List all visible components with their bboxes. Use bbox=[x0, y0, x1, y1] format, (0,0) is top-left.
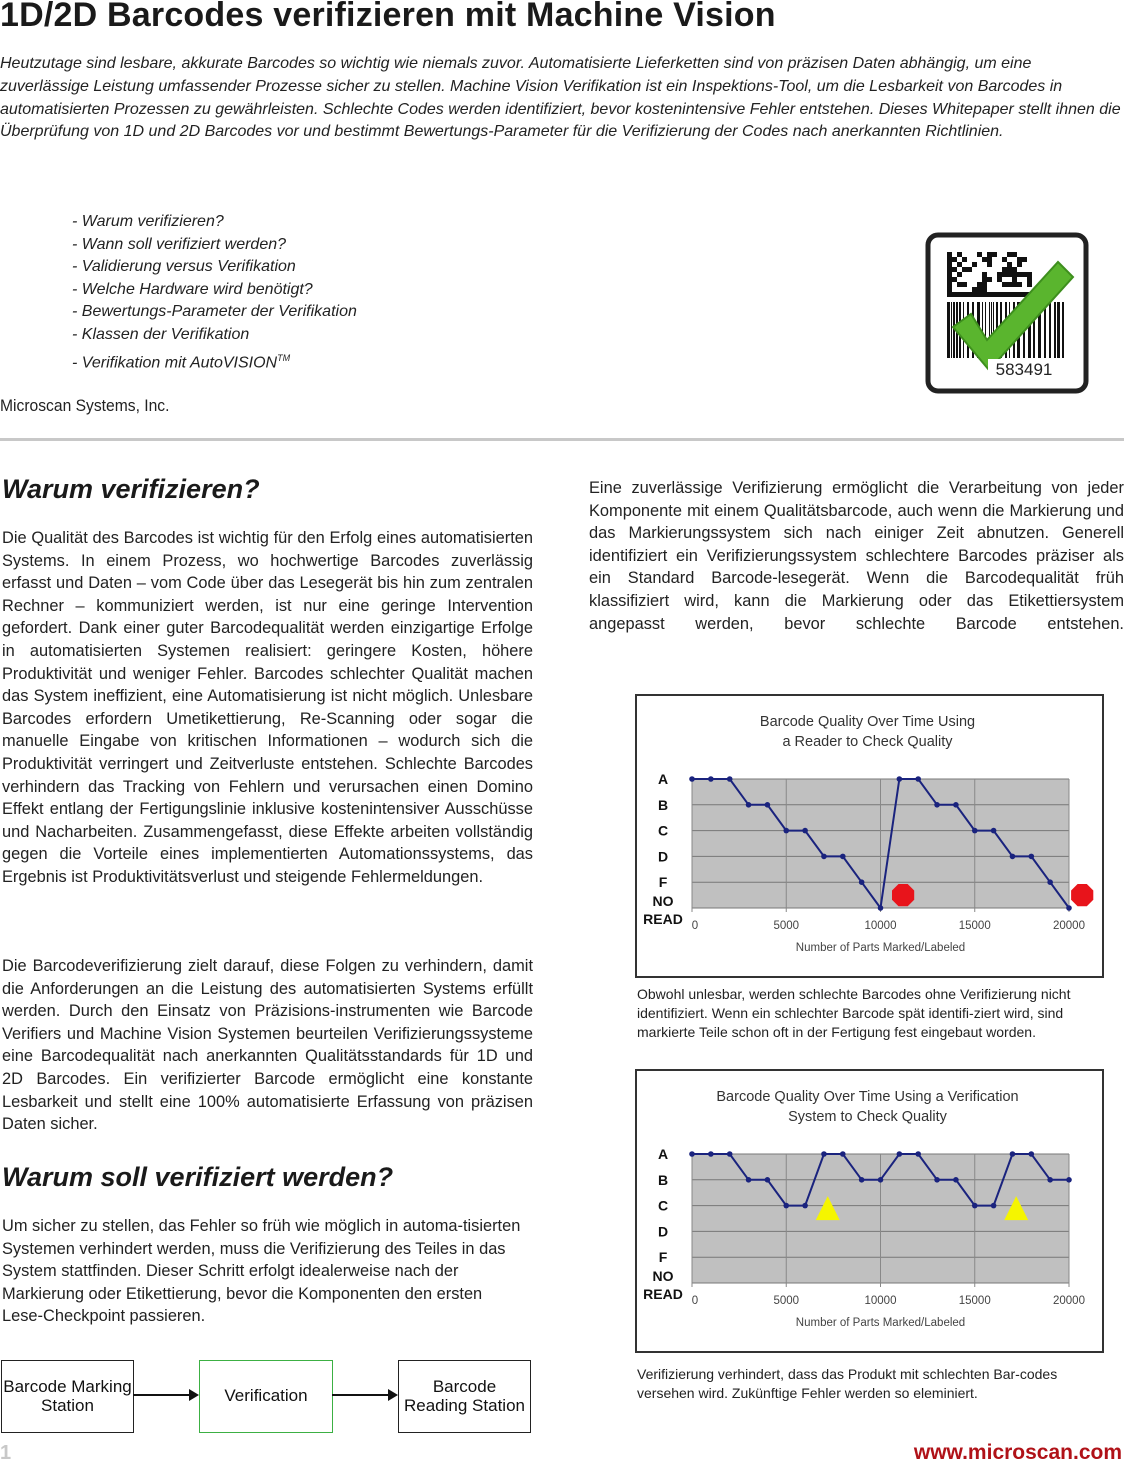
data-point bbox=[840, 854, 846, 860]
data-point bbox=[1047, 1177, 1053, 1183]
data-point bbox=[934, 802, 940, 808]
logo-number: 583491 bbox=[995, 360, 1053, 379]
x-tick-label: 20000 bbox=[1053, 920, 1085, 932]
stop-marker-icon bbox=[1071, 884, 1093, 906]
y-grade-label: B bbox=[657, 796, 669, 813]
data-point bbox=[821, 1151, 827, 1157]
toc-item: - Wann soll verifiziert werden? bbox=[72, 235, 287, 253]
data-point bbox=[1029, 1151, 1035, 1157]
x-tick-label: 15000 bbox=[958, 1295, 991, 1307]
x-tick-label: 20000 bbox=[1053, 1295, 1085, 1307]
data-point bbox=[689, 776, 695, 782]
chart-svg bbox=[637, 696, 1102, 976]
data-point bbox=[1010, 1151, 1016, 1157]
data-point bbox=[972, 1203, 978, 1209]
data-point bbox=[727, 776, 733, 782]
toc-item: - Bewertungs-Parameter der Verifikation bbox=[72, 303, 357, 321]
data-point bbox=[802, 828, 808, 834]
y-grade-label: A bbox=[657, 771, 669, 787]
page-number: 1 bbox=[0, 1442, 12, 1464]
data-point bbox=[802, 1203, 808, 1209]
barcode-check-icon bbox=[925, 232, 1089, 394]
data-point bbox=[878, 1177, 884, 1183]
chart-caption: Verifizierung verhindert, dass das Produkt mit schlechten Bar-codes versehen wird. Zukünftige Fehler werden so eleminiert. bbox=[637, 1366, 1058, 1401]
x-tick-label: 5000 bbox=[773, 1295, 800, 1307]
body-paragraph: Die Qualität des Barcodes ist wichtig für den Erfolg eines automatisierten Systems. In einem Prozess, wo hochwertige Barcodes zuverlässig erfasst und Daten – vom Code über das Lesegerät bis hin zum zentralen Rechner – kommuniziert werden, ist nur eine geringe Intervention gefordert. Dank einer guter Barcodequalität werden einzigartige Erfolge in automatisierten Systemen realisiert: geringere Kosten, höhere Produktivität und weniger Fehler. Barcodes schlechter Qualität machen das System ineffizient, eine Automatisierung ist nicht möglich. Unlesbare Barcodes erfordern Umetikettierung, Re-Scanning oder sogar die manuelle Eingabe von kritischen Informationen – wodurch sich die Produktivität verringert und Zeitverluste entstehen. Schlechte Barcodes verhindern das Tracking von Fehlern und verursachen einen Domino Effekt entlang der Fertigungslinie inklusive kostenintensiver Ausschüsse und Nacharbeiten. Zusammengefasst, diese Effekte arbeiten vollständig gegen die Vorteile eines implementierten Automationssystems, das Ergebnis ist Produktivitätsverlust und steigende Fehlermeldungen. bbox=[2, 529, 533, 886]
data-point bbox=[915, 776, 921, 782]
data-point bbox=[934, 1177, 940, 1183]
data-point bbox=[708, 1151, 714, 1157]
body-paragraph: Um sicher zu stellen, das Fehler so früh wie möglich in automa-tisierten Systemen verhindert werden, muss die Verifizierung des Teiles in das System stattfinden. Dieser Schritt erfolgt idealerweise nach der Markierung oder Etikettierung, bevor die Komponenten den ersten Lese-Checkpoint passieren. bbox=[2, 1217, 521, 1326]
y-grade-label: F bbox=[658, 874, 668, 891]
data-point bbox=[991, 828, 997, 834]
data-point bbox=[783, 828, 789, 834]
x-axis-label: Number of Parts Marked/Labeled bbox=[795, 1317, 966, 1329]
data-point bbox=[746, 1177, 752, 1183]
data-point bbox=[765, 1177, 771, 1183]
data-point bbox=[727, 1151, 733, 1157]
data-point bbox=[1066, 1177, 1072, 1183]
data-point bbox=[708, 776, 714, 782]
x-axis-label: Number of Parts Marked/Labeled bbox=[795, 942, 966, 954]
data-point bbox=[783, 1203, 789, 1209]
toc-item: - Welche Hardware wird benötigt? bbox=[72, 280, 313, 298]
chart-verification-quality bbox=[635, 1069, 1104, 1353]
flow-arrow-icon bbox=[133, 1385, 199, 1405]
data-point bbox=[953, 802, 959, 808]
x-tick-label: 0 bbox=[691, 920, 699, 932]
company-name: Microscan Systems, Inc. bbox=[0, 396, 170, 415]
y-grade-label: NO bbox=[652, 893, 674, 909]
body-paragraph: Eine zuverlässige Verifizierung ermöglicht die Verarbeitung von jeder Komponente mit einem Qualitätsbarcode, auch wenn die Markierung und das Markierungssystem sich nach einiger Zeit abnutzen. Generell identifiziert ein Verifizierungssystem schlechtere Barcodes präziser als ein Standard Barcode-lesegerät. Wenn die Barcodequalität früh klassifiziert wird, kann die Markierung oder das Etikettiersystem angepasst werden, bevor schlechte Barcode entstehen. bbox=[589, 479, 1124, 633]
toc-item-label: - Verifikation mit AutoVISION bbox=[72, 353, 278, 371]
y-grade-label: READ bbox=[643, 911, 683, 927]
section-heading-why-verify: Warum verifizieren? bbox=[2, 474, 260, 504]
section-heading-when-verify: Warum soll verifiziert werden? bbox=[2, 1162, 394, 1192]
y-grade-label: B bbox=[657, 1171, 669, 1188]
flow-box-verification: Verification bbox=[199, 1360, 333, 1433]
chart-title: Barcode Quality Over Time Using bbox=[759, 714, 976, 730]
y-grade-label: READ bbox=[643, 1286, 683, 1302]
data-point bbox=[878, 905, 884, 911]
data-point bbox=[953, 1177, 959, 1183]
flow-arrow-icon bbox=[332, 1385, 398, 1405]
toc-item: - Klassen der Verifikation bbox=[72, 325, 250, 343]
data-point bbox=[821, 854, 827, 860]
body-paragraph: Die Barcodeverifizierung zielt darauf, diese Folgen zu verhindern, damit die Anforderungen an die Leistung des automatisierten Systems erfüllt werden. Durch den Einsatz von Präzisions-instrumenten wie Barcode Verifiers und Machine Vision Systemen beurteilen Verifizierungssysteme eine Barcodequalität nach anerkannten Qualitätsstandards für 1D und 2D Barcodes. Ein verifizierter Barcode ermöglicht eine konstante Lesbarkeit und stellt eine 100% automatisierte Erfassung von präzisen Daten sicher. bbox=[2, 957, 533, 1134]
toc-item-autovision bbox=[72, 347, 357, 375]
toc-item: - Validierung versus Verifikation bbox=[72, 258, 296, 276]
table-of-contents bbox=[72, 211, 357, 374]
chart-reader-quality bbox=[635, 694, 1104, 978]
x-tick-label: 15000 bbox=[958, 920, 991, 932]
data-point bbox=[689, 1151, 695, 1157]
data-point bbox=[1047, 879, 1053, 885]
flow-box-reading: Barcode Reading Station bbox=[398, 1360, 531, 1433]
data-point bbox=[991, 1203, 997, 1209]
data-point bbox=[840, 1151, 846, 1157]
data-point bbox=[1029, 854, 1035, 860]
barcode-verified-logo bbox=[925, 232, 1089, 394]
chart-title: Barcode Quality Over Time Using a Verification bbox=[716, 1089, 1019, 1105]
y-grade-label: A bbox=[657, 1146, 669, 1162]
y-grade-label: D bbox=[657, 848, 669, 865]
chart-svg bbox=[637, 1071, 1102, 1351]
chart-title: a Reader to Check Quality bbox=[782, 734, 953, 750]
toc-item: - Warum verifizieren? bbox=[72, 213, 224, 230]
website-link[interactable]: www.microscan.com bbox=[913, 1441, 1122, 1464]
stop-marker-icon bbox=[892, 884, 914, 906]
data-point bbox=[1066, 905, 1072, 911]
y-grade-label: D bbox=[657, 1223, 669, 1240]
y-grade-label: F bbox=[658, 1249, 668, 1266]
data-point bbox=[859, 879, 865, 885]
data-point bbox=[765, 802, 771, 808]
trademark-mark: TM bbox=[277, 352, 291, 363]
data-point bbox=[859, 1177, 865, 1183]
x-tick-label: 10000 bbox=[864, 920, 897, 932]
data-point bbox=[915, 1151, 921, 1157]
y-grade-label: C bbox=[657, 1197, 669, 1214]
intro-paragraph: Heutzutage sind lesbare, akkurate Barcodes so wichtig wie niemals zuvor. Automatisierte Lieferketten sind von präzisen Daten abhängig, um eine zuverlässige Leistung umfassender Prozesse sicher zu stellen. Machine Vision Verifikation ist ein Inspektions-Tool, um die Lesbarkeit von Barcodes in automatisierten Prozessen zu gewährleisten. Schlechte Codes werden identifiziert, bevor kostenintensive Fehler entstehen. Dieses Whitepaper stellt ihnen die Überprüfung von 1D und 2D Barcodes vor und bestimmt Bewertungs-Parameter für die Verifizierung der Codes nach anerkannten Richtlinien. bbox=[0, 55, 1121, 141]
data-point bbox=[972, 828, 978, 834]
page-title: 1D/2D Barcodes verifizieren mit Machine Vision bbox=[0, 0, 776, 34]
x-tick-label: 5000 bbox=[773, 920, 800, 932]
section-divider bbox=[0, 438, 1124, 441]
chart-title: System to Check Quality bbox=[788, 1109, 947, 1125]
flow-box-marking: Barcode Marking Station bbox=[1, 1360, 134, 1433]
y-grade-label: NO bbox=[652, 1268, 674, 1284]
data-point bbox=[1010, 854, 1016, 860]
data-point bbox=[746, 802, 752, 808]
y-grade-label: C bbox=[657, 822, 669, 839]
x-tick-label: 10000 bbox=[864, 1295, 897, 1307]
data-point bbox=[897, 1151, 903, 1157]
x-tick-label: 0 bbox=[691, 1295, 699, 1307]
chart-caption: Obwohl unlesbar, werden schlechte Barcodes ohne Verifizierung nicht identifiziert. Wenn ein schlechter Barcode spät identifi-ziert wird, sind markierte Teile schon oft in der Fertigung fest eingebaut worden. bbox=[637, 986, 1071, 1040]
data-point bbox=[897, 776, 903, 782]
